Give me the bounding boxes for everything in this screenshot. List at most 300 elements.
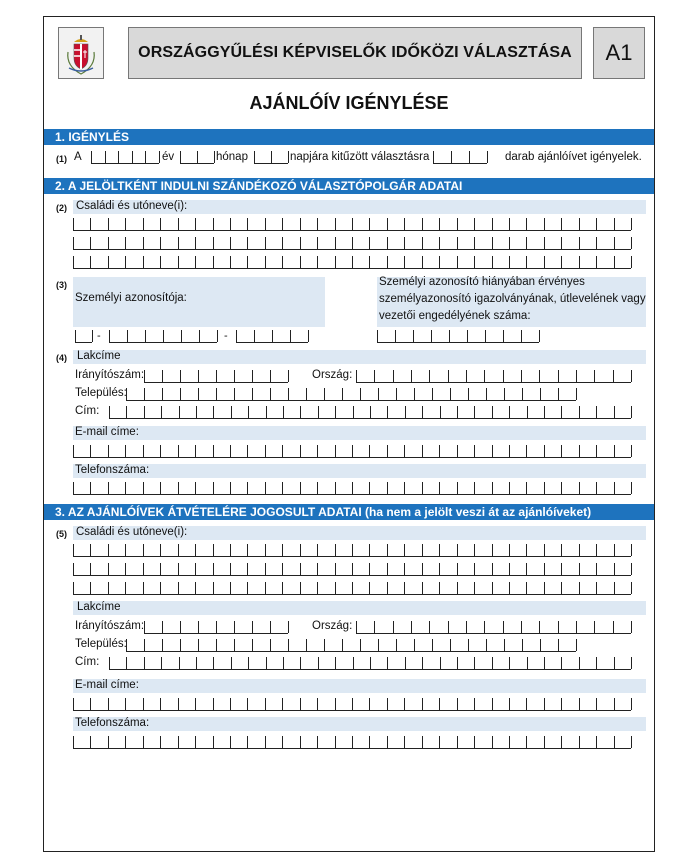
char-box[interactable]: [126, 698, 143, 710]
char-box[interactable]: [414, 330, 432, 342]
char-box[interactable]: [434, 151, 452, 163]
month-boxes[interactable]: [180, 151, 214, 164]
char-box[interactable]: [440, 445, 457, 457]
char-box[interactable]: [235, 370, 253, 382]
char-box[interactable]: [109, 218, 126, 230]
char-box[interactable]: [127, 406, 144, 418]
char-box[interactable]: [487, 639, 505, 651]
char-box[interactable]: [145, 406, 162, 418]
char-box[interactable]: [458, 698, 475, 710]
char-box[interactable]: [74, 237, 91, 249]
char-box[interactable]: [357, 621, 375, 633]
char-box[interactable]: [615, 482, 632, 494]
street-boxes[interactable]: [109, 406, 631, 419]
char-box[interactable]: [597, 482, 614, 494]
char-box[interactable]: [597, 544, 614, 556]
char-box[interactable]: [468, 330, 486, 342]
char-box[interactable]: [126, 445, 143, 457]
char-box[interactable]: [126, 582, 143, 594]
char-box[interactable]: [214, 582, 231, 594]
char-box[interactable]: [562, 698, 579, 710]
char-box[interactable]: [493, 657, 510, 669]
char-box[interactable]: [441, 406, 458, 418]
char-box[interactable]: [423, 256, 440, 268]
char-box[interactable]: [198, 151, 215, 163]
char-box[interactable]: [405, 218, 422, 230]
char-box[interactable]: [91, 736, 108, 748]
char-box[interactable]: [493, 237, 510, 249]
char-box[interactable]: [144, 698, 161, 710]
char-box[interactable]: [235, 388, 253, 400]
char-box[interactable]: [458, 736, 475, 748]
char-box[interactable]: [370, 482, 387, 494]
char-box[interactable]: [510, 237, 527, 249]
char-box[interactable]: [248, 563, 265, 575]
char-box[interactable]: [577, 621, 595, 633]
char-box[interactable]: [475, 563, 492, 575]
char-box[interactable]: [248, 256, 265, 268]
char-box[interactable]: [493, 482, 510, 494]
char-box[interactable]: [449, 370, 467, 382]
char-box[interactable]: [440, 698, 457, 710]
agent-street-boxes[interactable]: [109, 657, 631, 670]
char-box[interactable]: [318, 256, 335, 268]
char-box[interactable]: [196, 445, 213, 457]
char-box[interactable]: [163, 388, 181, 400]
char-box[interactable]: [615, 563, 632, 575]
char-box[interactable]: [485, 621, 503, 633]
char-box[interactable]: [475, 256, 492, 268]
char-box[interactable]: [179, 736, 196, 748]
char-box[interactable]: [91, 237, 108, 249]
char-box[interactable]: [504, 370, 522, 382]
char-box[interactable]: [74, 582, 91, 594]
char-box[interactable]: [615, 237, 632, 249]
char-box[interactable]: [522, 621, 540, 633]
char-box[interactable]: [580, 657, 597, 669]
char-box[interactable]: [214, 445, 231, 457]
char-box[interactable]: [614, 370, 632, 382]
agent-email-boxes[interactable]: [73, 698, 631, 711]
char-box[interactable]: [301, 237, 318, 249]
char-box[interactable]: [580, 482, 597, 494]
char-box[interactable]: [126, 237, 143, 249]
char-box[interactable]: [545, 482, 562, 494]
char-box[interactable]: [580, 445, 597, 457]
char-box[interactable]: [214, 256, 231, 268]
char-box[interactable]: [235, 639, 253, 651]
char-box[interactable]: [144, 544, 161, 556]
quantity-boxes[interactable]: [433, 151, 487, 164]
char-box[interactable]: [423, 736, 440, 748]
char-box[interactable]: [440, 736, 457, 748]
char-box[interactable]: [412, 621, 430, 633]
char-box[interactable]: [545, 563, 562, 575]
char-box[interactable]: [432, 330, 450, 342]
char-box[interactable]: [319, 406, 336, 418]
char-box[interactable]: [353, 445, 370, 457]
char-box[interactable]: [493, 406, 510, 418]
char-box[interactable]: [91, 698, 108, 710]
char-box[interactable]: [307, 388, 325, 400]
char-box[interactable]: [353, 544, 370, 556]
char-box[interactable]: [248, 445, 265, 457]
char-box[interactable]: [163, 639, 181, 651]
char-box[interactable]: [109, 256, 126, 268]
char-box[interactable]: [370, 582, 387, 594]
char-box[interactable]: [510, 256, 527, 268]
char-box[interactable]: [271, 621, 289, 633]
char-box[interactable]: [181, 621, 199, 633]
year-boxes[interactable]: [91, 151, 159, 164]
char-box[interactable]: [405, 544, 422, 556]
candidate-name-row-1[interactable]: [73, 218, 631, 231]
char-box[interactable]: [354, 657, 371, 669]
char-box[interactable]: [370, 237, 387, 249]
char-box[interactable]: [180, 406, 197, 418]
char-box[interactable]: [458, 544, 475, 556]
char-box[interactable]: [545, 237, 562, 249]
char-box[interactable]: [493, 736, 510, 748]
char-box[interactable]: [475, 445, 492, 457]
char-box[interactable]: [597, 736, 614, 748]
char-box[interactable]: [423, 544, 440, 556]
char-box[interactable]: [527, 256, 544, 268]
char-box[interactable]: [179, 237, 196, 249]
char-box[interactable]: [388, 237, 405, 249]
char-box[interactable]: [388, 657, 405, 669]
char-box[interactable]: [475, 582, 492, 594]
char-box[interactable]: [106, 151, 120, 163]
char-box[interactable]: [458, 256, 475, 268]
char-box[interactable]: [266, 218, 283, 230]
phone-boxes[interactable]: [73, 482, 631, 495]
char-box[interactable]: [199, 639, 217, 651]
char-box[interactable]: [353, 582, 370, 594]
char-box[interactable]: [127, 388, 145, 400]
char-box[interactable]: [214, 218, 231, 230]
char-box[interactable]: [91, 256, 108, 268]
char-box[interactable]: [440, 237, 457, 249]
char-box[interactable]: [74, 256, 91, 268]
char-box[interactable]: [289, 388, 307, 400]
char-box[interactable]: [597, 657, 614, 669]
char-box[interactable]: [289, 639, 307, 651]
char-box[interactable]: [109, 563, 126, 575]
char-box[interactable]: [301, 582, 318, 594]
char-box[interactable]: [469, 639, 487, 651]
char-box[interactable]: [406, 657, 423, 669]
char-box[interactable]: [493, 582, 510, 594]
char-box[interactable]: [271, 370, 289, 382]
char-box[interactable]: [371, 406, 388, 418]
char-box[interactable]: [336, 256, 353, 268]
char-box[interactable]: [527, 237, 544, 249]
char-box[interactable]: [440, 544, 457, 556]
char-box[interactable]: [214, 698, 231, 710]
char-box[interactable]: [145, 388, 163, 400]
char-box[interactable]: [179, 544, 196, 556]
char-box[interactable]: [415, 639, 433, 651]
char-box[interactable]: [284, 657, 301, 669]
char-box[interactable]: [475, 657, 492, 669]
char-box[interactable]: [126, 218, 143, 230]
char-box[interactable]: [145, 370, 163, 382]
char-box[interactable]: [559, 388, 577, 400]
char-box[interactable]: [232, 406, 249, 418]
id-birth-date-boxes[interactable]: [109, 330, 217, 343]
char-box[interactable]: [371, 657, 388, 669]
char-box[interactable]: [545, 256, 562, 268]
char-box[interactable]: [248, 736, 265, 748]
char-box[interactable]: [510, 657, 527, 669]
char-box[interactable]: [301, 256, 318, 268]
char-box[interactable]: [505, 639, 523, 651]
char-box[interactable]: [318, 445, 335, 457]
char-box[interactable]: [283, 698, 300, 710]
char-box[interactable]: [475, 237, 492, 249]
char-box[interactable]: [388, 582, 405, 594]
char-box[interactable]: [181, 639, 199, 651]
char-box[interactable]: [388, 406, 405, 418]
char-box[interactable]: [510, 582, 527, 594]
char-box[interactable]: [597, 237, 614, 249]
char-box[interactable]: [522, 330, 540, 342]
char-box[interactable]: [232, 657, 249, 669]
char-box[interactable]: [199, 621, 217, 633]
char-box[interactable]: [145, 639, 163, 651]
char-box[interactable]: [319, 657, 336, 669]
char-box[interactable]: [336, 698, 353, 710]
char-box[interactable]: [562, 406, 579, 418]
char-box[interactable]: [597, 563, 614, 575]
char-box[interactable]: [562, 563, 579, 575]
char-box[interactable]: [405, 482, 422, 494]
char-box[interactable]: [161, 482, 178, 494]
char-box[interactable]: [325, 639, 343, 651]
char-box[interactable]: [197, 406, 214, 418]
char-box[interactable]: [396, 330, 414, 342]
char-box[interactable]: [301, 736, 318, 748]
char-box[interactable]: [580, 406, 597, 418]
char-box[interactable]: [405, 736, 422, 748]
char-box[interactable]: [74, 482, 91, 494]
char-box[interactable]: [405, 237, 422, 249]
char-box[interactable]: [237, 330, 255, 342]
char-box[interactable]: [266, 544, 283, 556]
char-box[interactable]: [433, 388, 451, 400]
char-box[interactable]: [109, 445, 126, 457]
char-box[interactable]: [527, 582, 544, 594]
char-box[interactable]: [196, 736, 213, 748]
char-box[interactable]: [493, 544, 510, 556]
char-box[interactable]: [161, 698, 178, 710]
char-box[interactable]: [545, 582, 562, 594]
char-box[interactable]: [423, 657, 440, 669]
char-box[interactable]: [370, 256, 387, 268]
char-box[interactable]: [615, 657, 632, 669]
char-box[interactable]: [388, 256, 405, 268]
char-box[interactable]: [510, 406, 527, 418]
char-box[interactable]: [615, 256, 632, 268]
char-box[interactable]: [595, 621, 613, 633]
char-box[interactable]: [182, 330, 200, 342]
char-box[interactable]: [336, 406, 353, 418]
id-sex-box[interactable]: [75, 330, 92, 343]
char-box[interactable]: [370, 736, 387, 748]
char-box[interactable]: [522, 370, 540, 382]
char-box[interactable]: [144, 563, 161, 575]
char-box[interactable]: [449, 621, 467, 633]
char-box[interactable]: [109, 736, 126, 748]
char-box[interactable]: [545, 445, 562, 457]
char-box[interactable]: [161, 582, 178, 594]
char-box[interactable]: [283, 582, 300, 594]
char-box[interactable]: [615, 445, 632, 457]
char-box[interactable]: [597, 445, 614, 457]
alt-id-number-boxes[interactable]: [377, 330, 539, 343]
char-box[interactable]: [126, 544, 143, 556]
char-box[interactable]: [527, 736, 544, 748]
char-box[interactable]: [562, 218, 579, 230]
char-box[interactable]: [562, 256, 579, 268]
char-box[interactable]: [423, 445, 440, 457]
char-box[interactable]: [325, 388, 343, 400]
char-box[interactable]: [301, 218, 318, 230]
char-box[interactable]: [318, 563, 335, 575]
char-box[interactable]: [144, 445, 161, 457]
char-box[interactable]: [493, 563, 510, 575]
char-box[interactable]: [357, 370, 375, 382]
char-box[interactable]: [249, 406, 266, 418]
char-box[interactable]: [528, 406, 545, 418]
agent-country-boxes[interactable]: [356, 621, 631, 634]
char-box[interactable]: [440, 482, 457, 494]
char-box[interactable]: [217, 621, 235, 633]
char-box[interactable]: [214, 482, 231, 494]
char-box[interactable]: [144, 736, 161, 748]
char-box[interactable]: [318, 482, 335, 494]
char-box[interactable]: [266, 482, 283, 494]
char-box[interactable]: [562, 736, 579, 748]
char-box[interactable]: [545, 544, 562, 556]
char-box[interactable]: [527, 563, 544, 575]
char-box[interactable]: [248, 544, 265, 556]
char-box[interactable]: [266, 698, 283, 710]
char-box[interactable]: [458, 563, 475, 575]
char-box[interactable]: [336, 218, 353, 230]
char-box[interactable]: [271, 388, 289, 400]
char-box[interactable]: [405, 256, 422, 268]
char-box[interactable]: [162, 657, 179, 669]
char-box[interactable]: [74, 698, 91, 710]
char-box[interactable]: [505, 388, 523, 400]
char-box[interactable]: [196, 256, 213, 268]
char-box[interactable]: [580, 544, 597, 556]
char-box[interactable]: [370, 563, 387, 575]
char-box[interactable]: [361, 388, 379, 400]
char-box[interactable]: [415, 388, 433, 400]
char-box[interactable]: [458, 237, 475, 249]
char-box[interactable]: [91, 445, 108, 457]
char-box[interactable]: [510, 482, 527, 494]
char-box[interactable]: [318, 218, 335, 230]
char-box[interactable]: [266, 445, 283, 457]
char-box[interactable]: [196, 698, 213, 710]
char-box[interactable]: [109, 698, 126, 710]
char-box[interactable]: [379, 388, 397, 400]
char-box[interactable]: [423, 698, 440, 710]
char-box[interactable]: [458, 482, 475, 494]
char-box[interactable]: [580, 237, 597, 249]
char-box[interactable]: [283, 237, 300, 249]
char-box[interactable]: [119, 151, 133, 163]
char-box[interactable]: [161, 445, 178, 457]
char-box[interactable]: [615, 406, 632, 418]
char-box[interactable]: [388, 736, 405, 748]
char-box[interactable]: [91, 218, 108, 230]
char-box[interactable]: [433, 639, 451, 651]
char-box[interactable]: [146, 330, 164, 342]
char-box[interactable]: [231, 736, 248, 748]
char-box[interactable]: [545, 736, 562, 748]
char-box[interactable]: [301, 698, 318, 710]
char-box[interactable]: [214, 736, 231, 748]
char-box[interactable]: [528, 657, 545, 669]
char-box[interactable]: [370, 544, 387, 556]
char-box[interactable]: [405, 582, 422, 594]
char-box[interactable]: [451, 388, 469, 400]
char-box[interactable]: [272, 151, 289, 163]
char-box[interactable]: [597, 698, 614, 710]
char-box[interactable]: [214, 237, 231, 249]
char-box[interactable]: [597, 582, 614, 594]
char-box[interactable]: [163, 621, 181, 633]
char-box[interactable]: [370, 445, 387, 457]
char-box[interactable]: [527, 544, 544, 556]
char-box[interactable]: [283, 482, 300, 494]
char-box[interactable]: [318, 736, 335, 748]
char-box[interactable]: [161, 736, 178, 748]
char-box[interactable]: [580, 256, 597, 268]
char-box[interactable]: [266, 563, 283, 575]
char-box[interactable]: [164, 330, 182, 342]
char-box[interactable]: [109, 482, 126, 494]
char-box[interactable]: [336, 582, 353, 594]
char-box[interactable]: [231, 218, 248, 230]
char-box[interactable]: [231, 482, 248, 494]
char-box[interactable]: [343, 388, 361, 400]
char-box[interactable]: [440, 256, 457, 268]
char-box[interactable]: [469, 388, 487, 400]
char-box[interactable]: [353, 237, 370, 249]
char-box[interactable]: [179, 256, 196, 268]
char-box[interactable]: [388, 563, 405, 575]
char-box[interactable]: [562, 544, 579, 556]
char-box[interactable]: [467, 370, 485, 382]
char-box[interactable]: [217, 370, 235, 382]
char-box[interactable]: [580, 582, 597, 594]
char-box[interactable]: [76, 330, 93, 342]
char-box[interactable]: [283, 256, 300, 268]
char-box[interactable]: [267, 406, 284, 418]
char-box[interactable]: [541, 388, 559, 400]
char-box[interactable]: [493, 218, 510, 230]
char-box[interactable]: [580, 698, 597, 710]
char-box[interactable]: [255, 151, 272, 163]
char-box[interactable]: [527, 482, 544, 494]
char-box[interactable]: [388, 445, 405, 457]
